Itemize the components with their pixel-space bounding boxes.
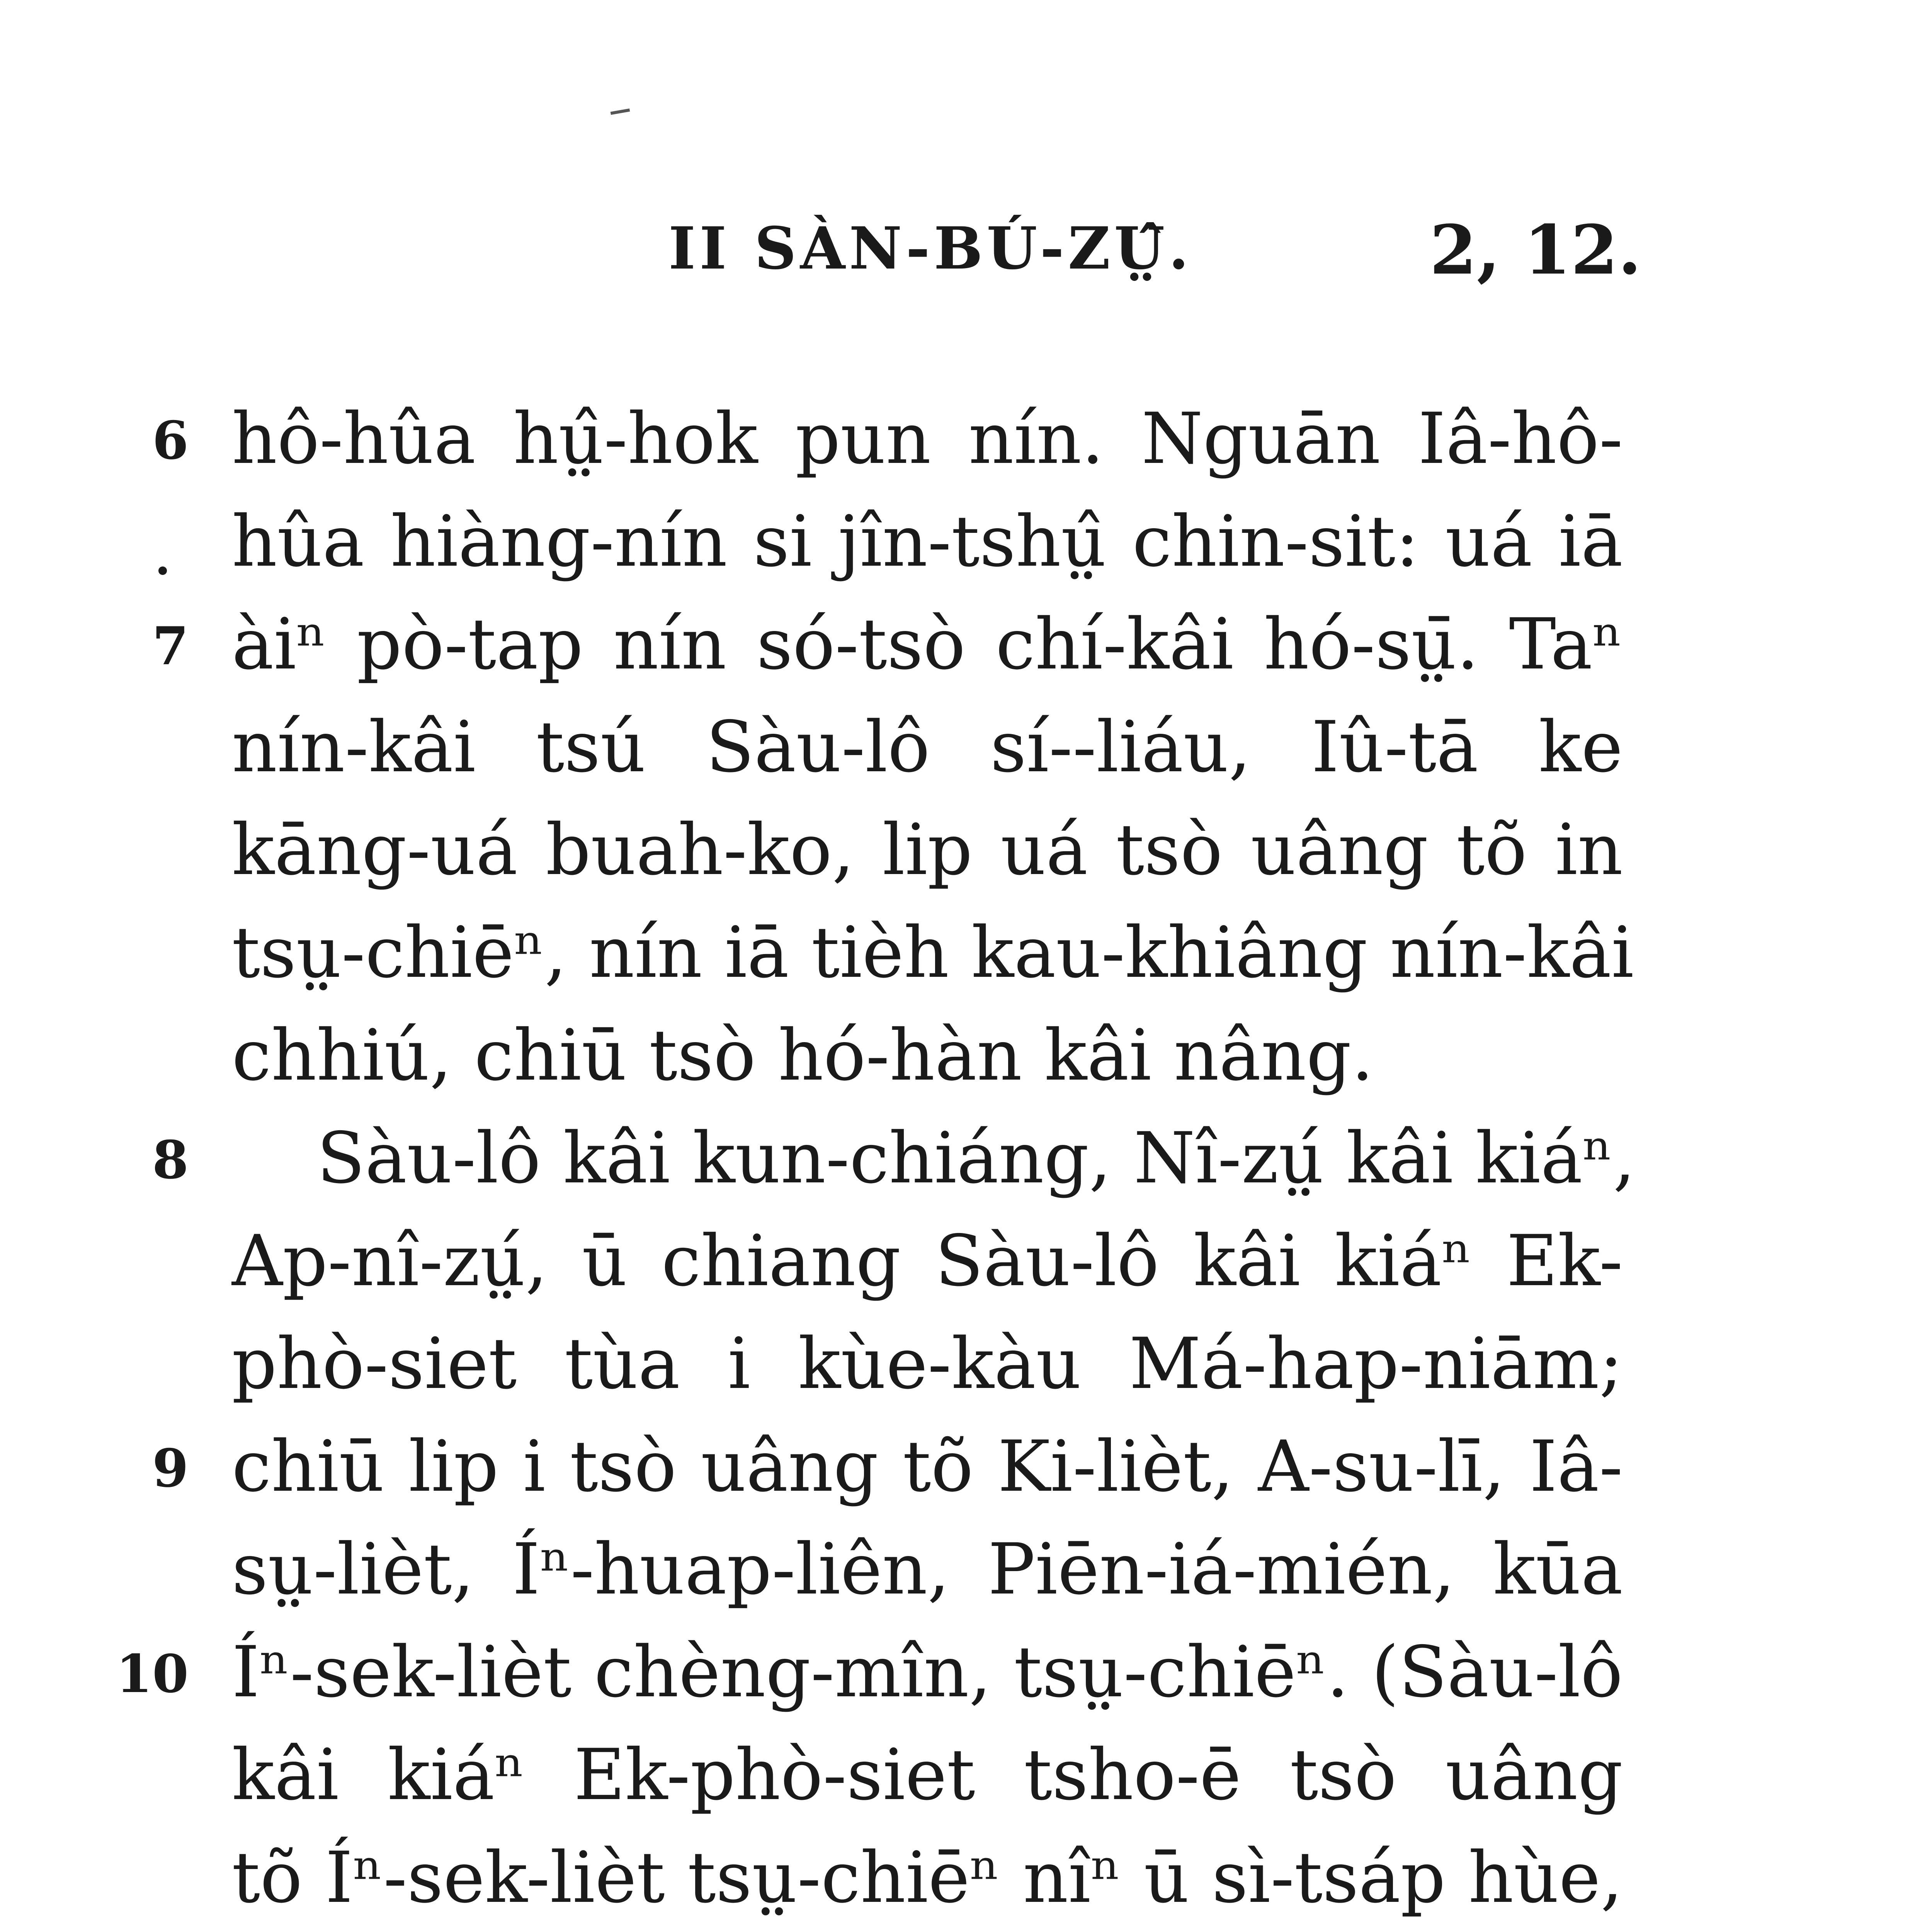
verse-number: 10 [116,1643,189,1704]
text-line [0,702,1932,805]
text-line [0,805,1932,908]
text-line [0,1319,1932,1422]
verse-number: 9 [152,1437,189,1499]
line-text: Ap-nî-zṳ́, ū chiang Sàu-lô kâi kiáⁿ Ek- [232,1220,1623,1302]
line-text: Sàu-lô kâi kun-chiáng, Nî-zṳ́ kâi kiáⁿ, [317,1117,1636,1199]
text-line [0,1422,1932,1525]
line-text: hûa hiàng-nín si jîn-tshṳ̂ chin-sit: uá iā [232,500,1623,582]
chapter-verse-reference: 2, 12. [1430,211,1642,290]
line-text: hô-hûa hṳ̂-hok pun nín. Nguān Iâ-hô- [232,398,1623,480]
line-text: chhiú, chiū tsò hó-hàn kâi nâng. [232,1014,1374,1096]
page-header [0,211,1932,292]
margin-dot [158,566,167,575]
verse-number: 8 [152,1129,189,1190]
text-line [0,497,1932,600]
line-text: Íⁿ-sek-lièt chèng-mîn, tsṳ-chiēⁿ. (Sàu-lô [232,1631,1623,1713]
text-line [0,1628,1932,1730]
text-line [0,1216,1932,1319]
text-line [0,600,1932,702]
line-text: chiū lip i tsò uâng tõ Ki-lièt, A-su-lī, Iâ- [232,1425,1623,1507]
text-line [0,1011,1932,1114]
line-text: phò-siet tùa i kùe-kàu Má-hap-niām; [232,1323,1623,1405]
line-text: àiⁿ pò-tap nín só-tsò chí-kâi hó-sṳ̄. Taⁿ [232,603,1623,685]
line-text: tsṳ-chiēⁿ, nín iā tièh kau-khiâng nín-kâi [232,912,1634,993]
verse-number: 6 [152,410,189,471]
line-text: sṳ-lièt, Íⁿ-huap-liên, Piēn-iá-mién, kūa [232,1528,1623,1610]
line-text: tõ Íⁿ-sek-lièt tsṳ-chiēⁿ nîⁿ ū sì-tsáp hùe, [232,1837,1623,1918]
text-line [0,1525,1932,1628]
text-line [0,1730,1932,1833]
ink-speck [611,109,630,115]
text-line [0,908,1932,1011]
verse-number: 7 [152,615,189,677]
body-text [0,394,1932,1932]
running-head: II SÀN-BÚ-ZṲ̂. [668,214,1193,282]
text-line [0,394,1932,497]
text-line [0,1833,1932,1932]
line-text: nín-kâi tsú Sàu-lô sí--liáu, Iû-tā ke [232,706,1623,788]
line-text: kāng-uá buah-ko, lip uá tsò uâng tõ in [232,809,1623,891]
line-text: kâi kiáⁿ Ek-phò-siet tsho-ē tsò uâng [232,1734,1623,1816]
text-line [0,1114,1932,1216]
